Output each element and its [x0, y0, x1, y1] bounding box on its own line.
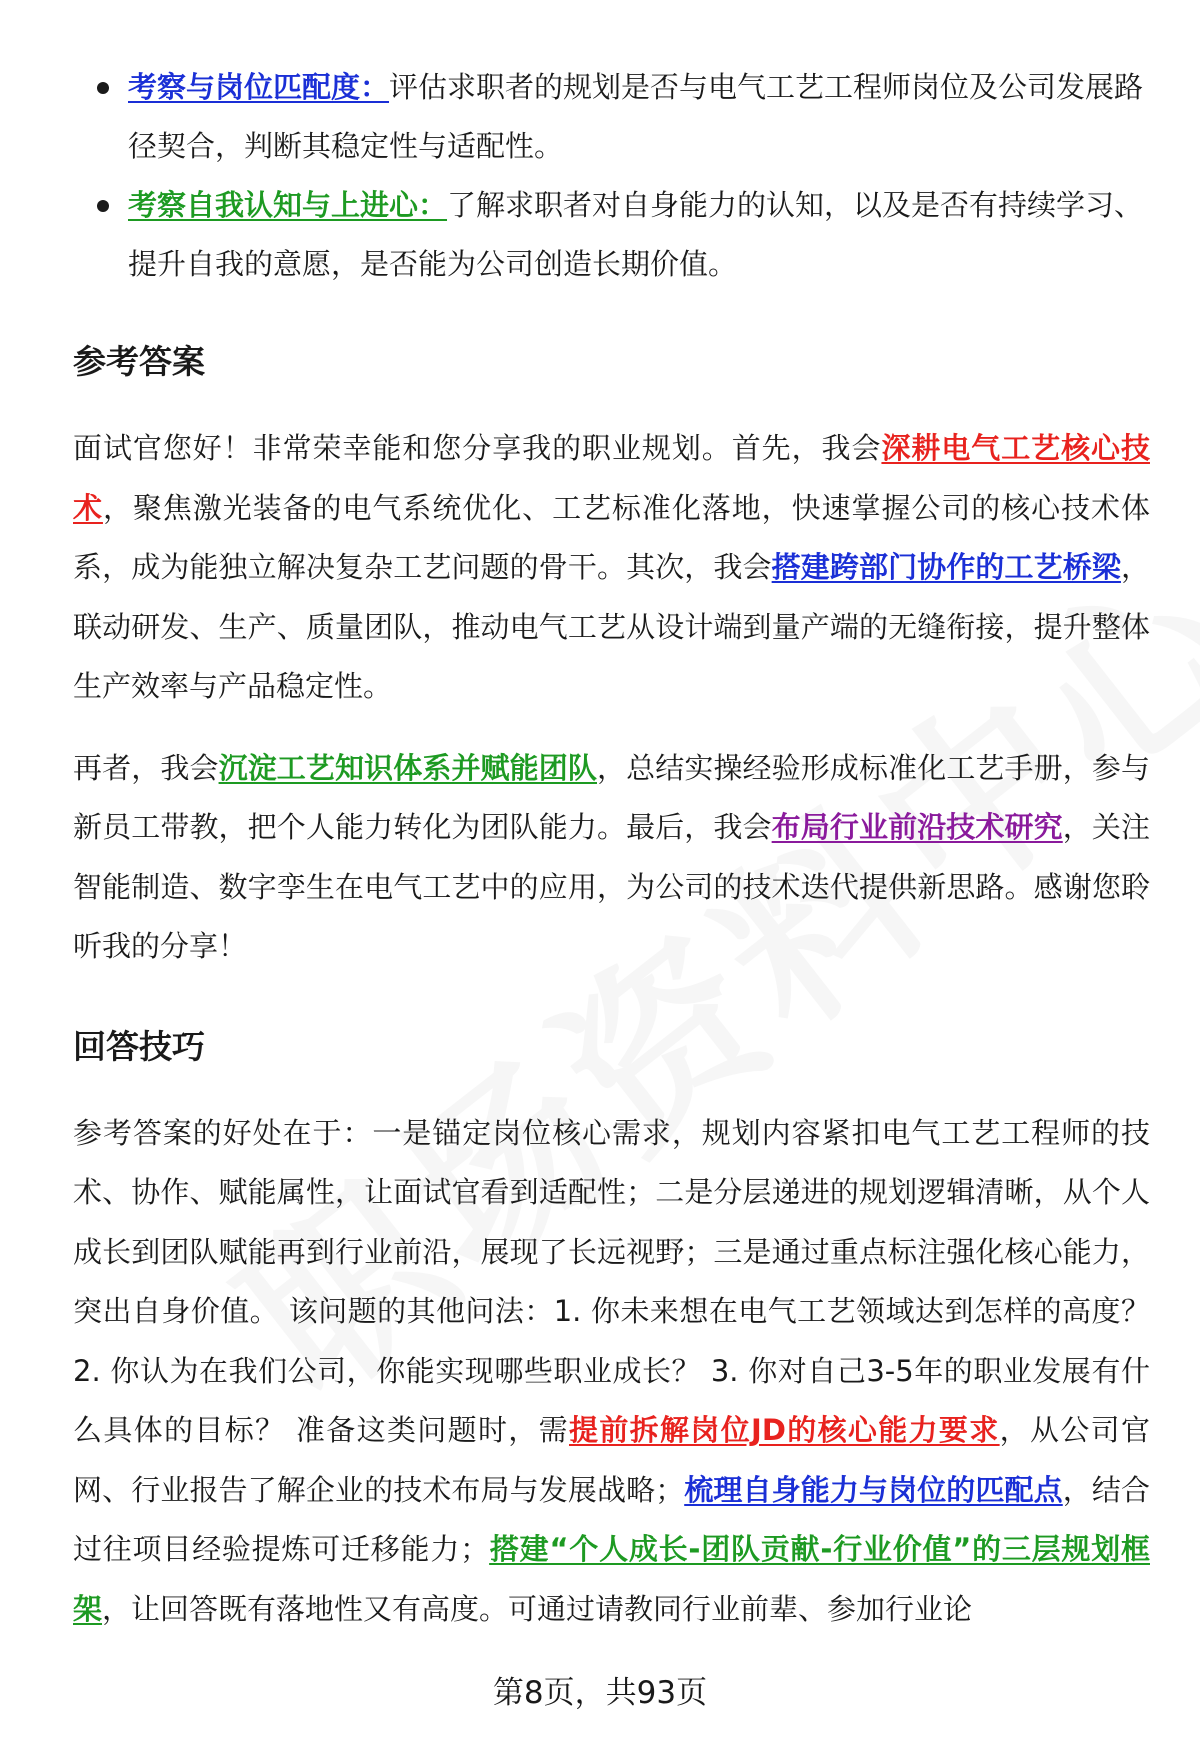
highlight-core-tech: 深耕电气工艺核心技术	[73, 431, 1150, 525]
text-run: 再者，我会	[73, 750, 219, 785]
bullet-item-self-awareness	[73, 176, 1150, 294]
text-run: ，让回答既有落地性又有高度。可通过请教同行业前辈、参加行业论	[102, 1591, 973, 1626]
text-run: ，结合过往项目经验提炼可迁移能力；	[73, 1472, 1150, 1566]
highlight-three-layer-framework: 搭建“个人成长-团队贡献-行业价值”的三层规划框架	[73, 1532, 1150, 1626]
highlight-frontier-tech: 布局行业前沿技术研究	[771, 810, 1063, 844]
page-number-footer: 第8页，共93页	[492, 1675, 708, 1711]
page-content	[73, 58, 1150, 1639]
bullet-item-fit	[73, 58, 1150, 176]
answer-paragraph-1	[73, 419, 1150, 717]
answer-paragraph-2	[73, 739, 1150, 977]
text-run: 参考答案的好处在于：一是锚定岗位核心需求，规划内容紧扣电气工艺工程师的技术、协作、赋能属性，让面试官看到适配性；二是分层递进的规划逻辑清晰，从个人成长到团队赋能再到行业前沿，展现了长远视野；三是通过重点标注强化核心能力，突出自身价值。 该问题的其他问法：1. 你未来想在电气工艺领域达到怎样的高度？ 2. 你认为在我们公司，你能实现哪些职业成长？ 3. 你对自己3-5年的职业发展有什么具体的目标？ 准备这类问题时，需	[73, 1115, 1150, 1447]
tips-paragraph	[73, 1104, 1150, 1640]
highlight-match-points: 梳理自身能力与岗位的匹配点	[684, 1472, 1063, 1507]
bullet-text: 评估求职者的规划是否与电气工艺工程师岗位及公司发展路径契合，判断其稳定性与适配性。	[128, 70, 1144, 163]
text-run: ，聚焦激光装备的电气系统优化、工艺标准化落地，快速掌握公司的核心技术体系，成为能独立解决复杂工艺问题的骨干。其次，我会	[73, 490, 1150, 584]
text-run: ，联动研发、生产、质量团队，推动电气工艺从设计端到量产端的无缝衔接，提升整体生产效率与产品稳定性。	[73, 550, 1150, 703]
text-run: 面试官您好！非常荣幸能和您分享我的职业规划。首先，我会	[73, 431, 882, 465]
bullet-list	[73, 58, 1150, 294]
highlight-cross-dept: 搭建跨部门协作的工艺桥梁	[771, 550, 1121, 584]
bullet-label: 考察自我认知与上进心：	[128, 188, 448, 222]
text-run: ，从公司官网、行业报告了解企业的技术布局与发展战略；	[73, 1413, 1150, 1507]
bullet-dot-icon	[97, 82, 109, 94]
bullet-text: 了解求职者对自身能力的认知，以及是否有持续学习、提升自我的意愿，是否能为公司创造长期价值。	[128, 188, 1144, 281]
bullet-dot-icon	[97, 200, 109, 212]
highlight-knowledge-system: 沉淀工艺知识体系并赋能团队	[218, 750, 597, 785]
text-run: ，总结实操经验形成标准化工艺手册，参与新员工带教，把个人能力转化为团队能力。最后，我会	[73, 750, 1150, 844]
text-run: ，关注智能制造、数字孪生在电气工艺中的应用，为公司的技术迭代提供新思路。感谢您聆听我的分享！	[73, 810, 1150, 963]
section-heading-answer: 参考答案	[73, 342, 205, 381]
section-heading-tips: 回答技巧	[73, 1026, 205, 1066]
highlight-jd-breakdown: 提前拆解岗位JD的核心能力要求	[569, 1413, 1000, 1447]
bullet-label: 考察与岗位匹配度：	[128, 70, 390, 104]
